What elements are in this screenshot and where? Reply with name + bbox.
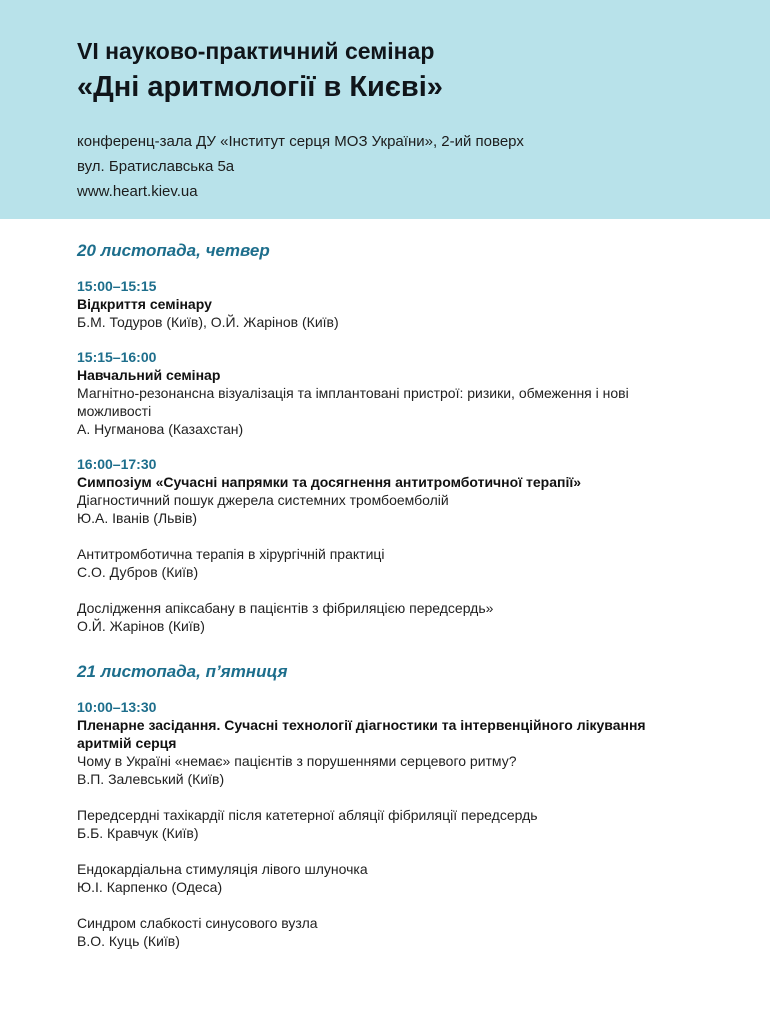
talk-authors: С.О. Дубров (Київ) [77,564,199,580]
event-title: «Дні аритмології в Києві» [77,71,443,103]
talk [77,313,697,331]
talk-authors: А. Нугманова (Казахстан) [77,421,244,437]
talk-title: Магнітно-резонансна візуалізація та імплантовані пристрої: ризики, обмеження і нові можливості [77,385,629,419]
talk-title: Дослідження апіксабану в пацієнтів з фібриляцією передсердь» [77,600,494,616]
venue-website-link[interactable]: www.heart.kiev.ua [77,183,198,200]
talk [77,860,697,896]
session-title: Навчальний семінар [77,367,221,383]
talk-authors: О.Й. Жарінов (Київ) [77,618,205,634]
talk-title: Діагностичний пошук джерела системних тромбоемболій [77,492,449,508]
venue-address: вул. Братиславська 5а [77,158,235,175]
session-time: 15:15–16:00 [77,349,157,365]
talk [77,752,697,788]
program-content [0,219,697,950]
talk-title: Ендокардіальна стимуляція лівого шлуночка [77,861,368,877]
talk-authors: Б.М. Тодуров (Київ), О.Й. Жарінов (Київ) [77,314,339,330]
talk-title: Антитромботична терапія в хірургічній практиці [77,546,385,562]
talk [77,491,697,527]
session [77,455,697,635]
talk [77,545,697,581]
session-title: Пленарне засідання. Сучасні технології діагностики та інтервенційного лікування аритмій серця [77,717,646,751]
session [77,277,697,331]
talk [77,384,697,438]
session-title: Симпозіум «Сучасні напрямки та досягнення антитромботичної терапії» [77,474,582,490]
talk-authors: В.О. Куць (Київ) [77,933,180,949]
talk [77,914,697,950]
talk [77,599,697,635]
event-edition-title: VI науково-практичний семінар [77,38,435,64]
session-time: 15:00–15:15 [77,278,157,294]
talk-title: Передсердні тахікардії після катетерної абляції фібриляції передсердь [77,807,538,823]
talk-authors: Б.Б. Кравчук (Київ) [77,825,199,841]
talk-authors: В.П. Залевський (Київ) [77,771,225,787]
talk-title: Синдром слабкості синусового вузла [77,915,318,931]
day-heading: 20 листопада, четвер [77,241,270,260]
venue-info [77,129,770,204]
session [77,698,697,950]
talk-title: Чому в Україні «немає» пацієнтів з порушеннями серцевого ритму? [77,753,517,769]
day-sessions [77,277,697,635]
day-heading: 21 листопада, п’ятниця [77,662,288,681]
talk-authors: Ю.А. Іванів (Львів) [77,510,198,526]
page-header [0,0,770,219]
session [77,348,697,438]
venue-hall: конференц-зала ДУ «Інститут серця МОЗ України», 2-ий поверх [77,133,524,150]
session-time: 10:00–13:30 [77,699,157,715]
session-title: Відкриття семінару [77,296,212,312]
day-sessions [77,698,697,950]
talk [77,806,697,842]
talk-authors: Ю.І. Карпенко (Одеса) [77,879,223,895]
session-time: 16:00–17:30 [77,456,157,472]
